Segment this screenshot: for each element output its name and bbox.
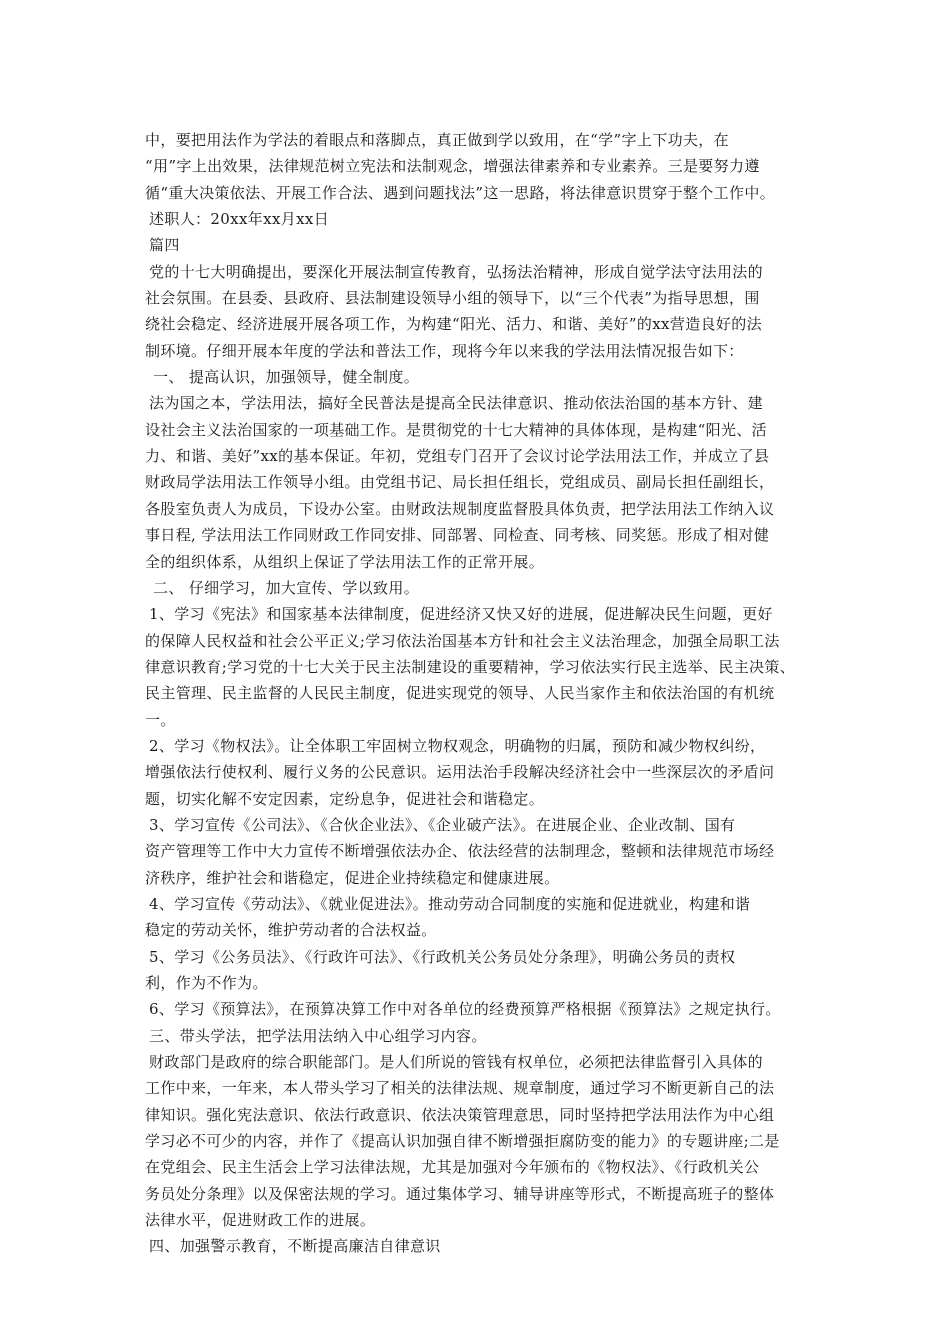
- text-line: 题，切实化解不安定因素，定纷息争，促进社会和谐稳定。: [145, 789, 545, 808]
- text-line: 稳定的劳动关怀，维护劳动者的合法权益。: [145, 921, 437, 940]
- text-line: 1、学习《宪法》和国家基本法律制度，促进经济又快又好的进展，促进解决民生问题，更好: [149, 605, 773, 624]
- text-line: 中，要把用法作为学法的着眼点和落脚点，真正做到学以致用，在“学”字上下功夫，在: [145, 131, 729, 149]
- subsection-heading: 三、带头学法，把学法用法纳入中心组学习内容。: [149, 1026, 487, 1045]
- text-line: 力、和谐、美好”xx的基本保证。年初，党组专门召开了会议讨论学法用法工作，并成立了县: [145, 447, 770, 466]
- text-line: 资产管理等工作中大力宣传不断增强依法办企、依法经营的法制理念，整顿和法律规范市场经: [145, 842, 775, 861]
- text-line: 财政局学法用法工作领导小组。由党组书记、局长担任组长，党组成员、副局长担任副组长，: [145, 473, 775, 492]
- text-line: 利，作为不作为。: [145, 974, 268, 992]
- text-line: 4、学习宣传《劳动法》、《就业促进法》。推动劳动合同制度的实施和促进就业，构建和谐: [149, 894, 751, 913]
- text-line: 济秩序，维护社会和谐稳定，促进企业持续稳定和健康进展。: [145, 868, 560, 887]
- text-line: 法为国之本，学法用法，搞好全民普法是提高全民法律意识、推动依法治国的基本方针、建: [149, 394, 764, 413]
- text-line: 法律水平，促进财政工作的进展。: [145, 1211, 376, 1230]
- text-line: 的保障人民权益和社会公平正义;学习依法治国基本方针和社会主义法治理念，加强全局职工法: [145, 631, 780, 650]
- text-line: 党的十七大明确提出，要深化开展法制宣传教育，弘扬法治精神，形成自觉学法守法用法的: [149, 262, 764, 281]
- text-line: 财政部门是政府的综合职能部门。是人们所说的管钱有权单位，必须把法律监督引入具体的: [149, 1053, 764, 1072]
- text-line: 2、学习《物权法》。让全体职工牢固树立物权观念，明确物的归属，预防和减少物权纠纷，: [149, 736, 766, 755]
- subsection-heading: 二、 仔细学习，加大宣传、学以致用。: [153, 578, 420, 597]
- text-line: 3、学习宣传《公司法》、《合伙企业法》、《企业破产法》。在进展企业、企业改制、国有: [149, 815, 736, 834]
- text-line: 循“重大决策依法、开展工作合法、遇到问题找法”这一思路，将法律意识贯穿于整个工作中。: [145, 183, 776, 202]
- text-line: 各股室负责人为成员，下设办公室。由财政法规制度监督股具体负责，把学法用法工作纳入议: [145, 499, 775, 518]
- text-line: 务员处分条理》以及保密法规的学习。通过集体学习、辅导讲座等形式，不断提高班子的整体: [145, 1184, 775, 1203]
- text-line: 6、学习《预算法》，在预算决算工作中对各单位的经费预算严格根据《预算法》之规定执行。: [149, 1000, 781, 1019]
- text-line: 增强依法行使权利、履行义务的公民意识。运用法治手段解决经济社会中一些深层次的矛盾问: [145, 763, 775, 782]
- text-line: 工作中来，一年来，本人带头学习了相关的法律法规、规章制度，通过学习不断更新自己的法: [145, 1079, 775, 1098]
- signature-line: 述职人：20xx年xx月xx日: [149, 210, 330, 229]
- text-line: 学习必不可少的内容，并作了《提高认识加强自律不断增强拒腐防变的能力》的专题讲座;二是: [145, 1132, 780, 1151]
- text-line: 绕社会稳定、经济进展开展各项工作，为构建“阳光、活力、和谐、美好”的xx营造良好的法: [145, 315, 762, 334]
- text-line: 律知识。强化宪法意识、依法行政意识、依法决策管理意思，同时坚持把学法用法作为中心组: [145, 1105, 775, 1124]
- text-line: 5、学习《公务员法》、《行政许可法》、《行政机关公务员处分条理》，明确公务员的责权: [149, 947, 736, 966]
- section-heading: 篇四: [149, 236, 180, 255]
- text-line: 事日程, 学法用法工作同财政工作同安排、同部署、同检查、同考核、同奖惩。形成了相对健: [145, 526, 770, 545]
- text-line: 在党组会、民主生活会上学习法律法规，尤其是加强对今年颁布的《物权法》、《行政机关公: [145, 1158, 760, 1177]
- document-body: [145, 127, 825, 1260]
- text-line: 社会氛围。在县委、县政府、县法制建设领导小组的领导下，以“三个代表”为指导思想，围: [145, 289, 760, 308]
- text-line: 设社会主义法治国家的一项基础工作。是贯彻党的十七大精神的具体体现，是构建“阳光、活: [145, 420, 768, 439]
- subsection-heading: 四、加强警示教育，不断提高廉洁自律意识: [149, 1237, 441, 1256]
- subsection-heading: 一、 提高认识，加强领导，健全制度。: [153, 368, 420, 387]
- text-line: 全的组织体系，从组织上保证了学法用法工作的正常开展。: [145, 552, 545, 571]
- text-line: 民主管理、民主监督的人民民主制度，促进实现党的领导、人民当家作主和依法治国的有机统: [145, 684, 775, 703]
- text-line: “用”字上出效果，法律规范树立宪法和法制观念，增强法律素养和专业素养。三是要努力遵: [145, 157, 760, 176]
- text-line: 一。: [145, 710, 176, 729]
- text-line: 律意识教育;学习党的十七大关于民主法制建设的重要精神，学习依法实行民主选举、民主决策、: [145, 657, 796, 676]
- text-line: 制环境。仔细开展本年度的学法和普法工作，现将今年以来我的学法用法情况报告如下：: [145, 341, 744, 360]
